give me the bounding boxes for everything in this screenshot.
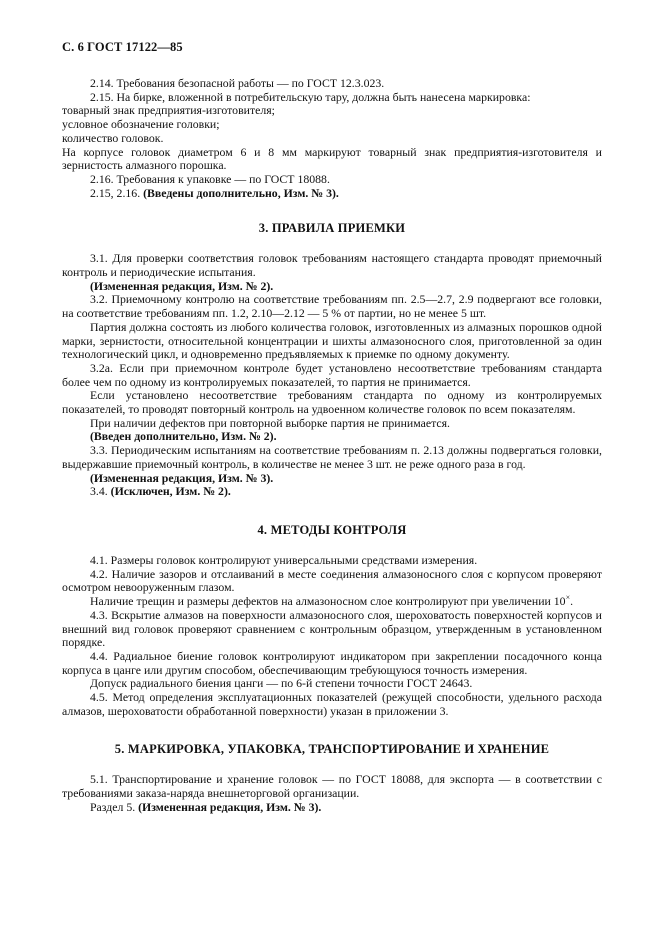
paragraph-4-4: 4.4. Радиальное биение головок контролируют индикатором при закреплении посадочного конца корпуса в цанге или другим способом, обеспечивающим требующуюся точность измерения. [62,648,602,677]
paragraph-body-marking: На корпусе головок диаметром 6 и 8 мм маркируют товарный знак предприятия-изготовителя и зернистость алмазного порошка. [62,144,602,173]
paragraph-2-15-2-16-note [62,187,602,201]
amendment-note: (Введены дополнительно, Изм. № 3). [143,185,339,200]
paragraph-3-3: 3.3. Периодическим испытаниям на соответствие требованиям п. 2.13 должны подвергаться головки, выдержавшие приемочный контроль, в количестве не менее 3 шт. не реже одного раза в год. [62,443,602,471]
paragraph-2-14: 2.14. Требования безопасной работы — по ГОСТ 12.3.023. [90,76,385,90]
amendment-note-3-3: (Измененная редакция, Изм. № 3). [90,470,274,485]
document-body [62,77,602,815]
paragraph-4-2: 4.2. Наличие зазоров и отслаиваний в месте соединения алмазоносного слоя с корпусом проверяют осмотром невооруженным глазом. [62,566,602,595]
marking-item-trademark: товарный знак предприятия-изготовителя; [62,103,275,118]
paragraph-5-1: 5.1. Транспортирование и хранение головок — по ГОСТ 18088, для экспорта — в соответствии с требованиями заказа-наряда внешнеторговой организации. [62,772,602,801]
amendment-note-3-1: (Измененная редакция, Изм. № 2). [90,278,274,293]
paragraph-4-3: 4.3. Вскрытие алмазов на поверхности алмазоносного слоя, шероховатость поверхностей корпусов и внешний вид головок проверяют сравнением с контрольным образцом, утвержденным в установленном порядке. [62,607,602,650]
paragraph-collet: Допуск радиального биения цанги — по 6-й степени точности ГОСТ 24643. [90,676,473,691]
paragraph-4-1: 4.1. Размеры головок контролируют универсальными средствами измерения. [90,552,478,567]
cracks-text: Наличие трещин и размеры дефектов на алмазоносном слое контролируют при увеличении 10 [90,594,566,609]
magnification-sign: × [565,593,571,603]
paragraph-2-16: 2.16. Требования к упаковке — по ГОСТ 18088. [90,171,330,186]
paragraph-3-2a: 3.2а. Если при приемочном контроле будет установлено несоответствие требованиям стандарта более чем по одному из контролируемых показателей, то партия не принимается. [62,360,602,389]
section-title-5: 5. МАРКИРОВКА, УПАКОВКА, ТРАНСПОРТИРОВАНИЕ И ХРАНЕНИЕ [114,742,550,757]
cracks-end: . [570,594,574,609]
amendment-note: (Исключен, Изм. № 2). [110,484,231,499]
section-title-4: 4. МЕТОДЫ КОНТРОЛЯ [257,522,407,537]
marking-item-designation: условное обозначение головки; [62,117,220,132]
paragraph-3-4 [62,485,602,499]
note-number: 3.4. [90,484,108,499]
note-number: Раздел 5. [90,799,136,814]
paragraph-defects: При наличии дефектов при повторной выборке партия не принимается. [90,415,451,430]
section-title-3: 3. ПРАВИЛА ПРИЕМКИ [258,221,406,236]
paragraph-3-2: 3.2. Приемочному контролю на соответствие требованиям пп. 2.5—2.7, 2.9 подвергают все головки, на соответствие требованиям пп. 1.2, 2.10—2.12 — 5 % от партии, но не менее 5 шт. [62,292,602,321]
paragraph-batch: Партия должна состоять из любого количества головок, изготовленных из алмазных порошков одной марки, зернистости, относительной концентрации и шихты алмазоносного слоя, приготовленной за один технологический цикл, и одновременно предъявляемых к приемке по одному документу. [62,319,602,362]
paragraph-cracks [62,595,602,609]
paragraph-3-1: 3.1. Для проверки соответствия головок требованиям настоящего стандарта проводят приемочный контроль и периодические испытания. [62,251,602,280]
marking-item-quantity: количество головок. [62,130,164,145]
paragraph-4-5: 4.5. Метод определения эксплуатационных показателей (режущей способности, удельного расхода алмазов, шероховатости обработанной поверхности) указан в приложении 3. [62,690,602,718]
paragraph-2-15: 2.15. На бирке, вложенной в потребительскую тару, должна быть нанесена маркировка: [90,89,531,104]
note-number: 2.15, 2.16. [90,185,141,200]
amendment-note: (Измененная редакция, Изм. № 3). [138,799,322,814]
paragraph-retest: Если установлено несоответствие требованиям стандарта по одному из контролируемых показателей, то проводят повторный контроль на удвоенном количестве головок по всем показателям. [62,388,602,417]
amendment-note-3-2a: (Введен дополнительно, Изм. № 2). [90,429,277,444]
page-header: С. 6 ГОСТ 17122—85 [62,40,183,54]
paragraph-section-5-note [62,801,602,815]
